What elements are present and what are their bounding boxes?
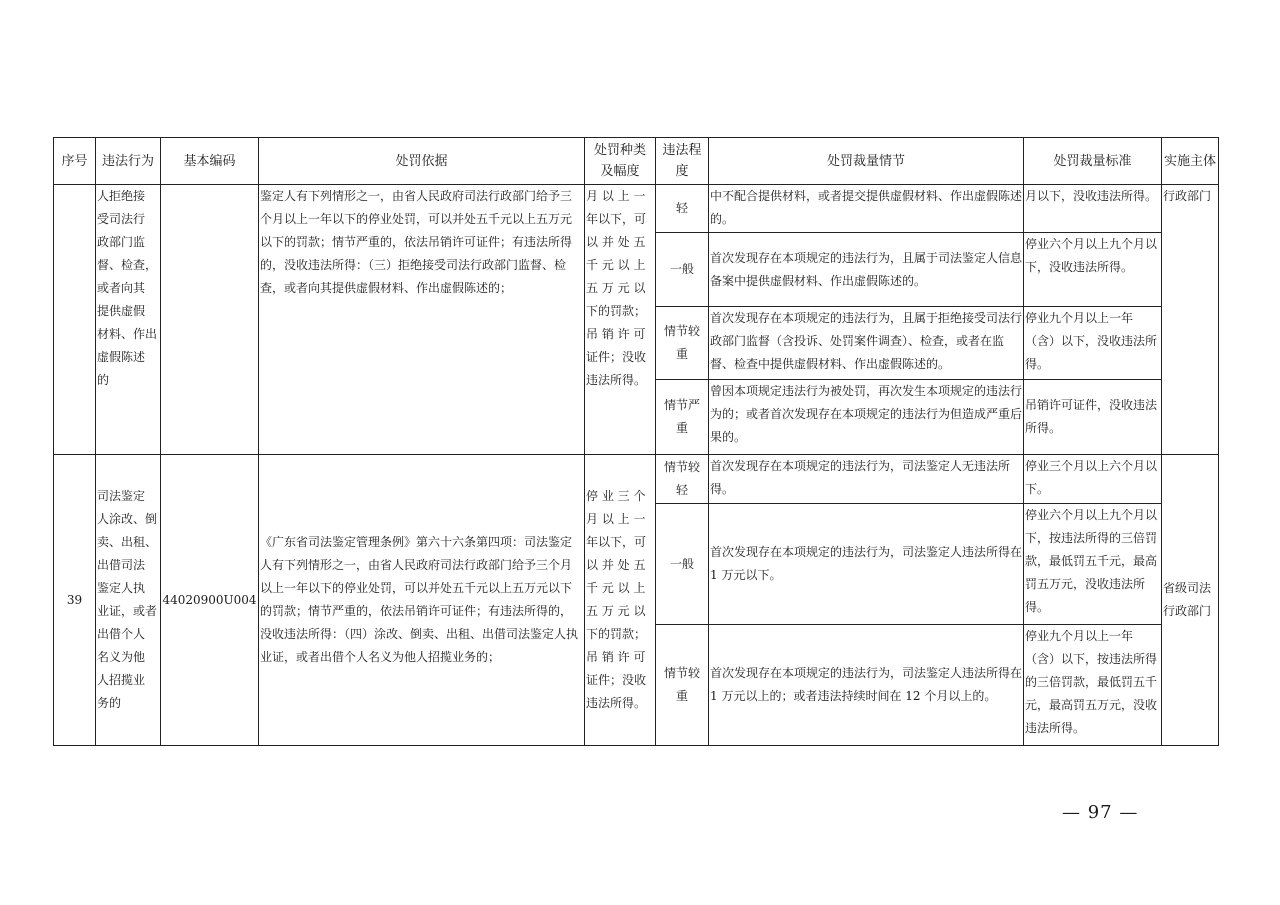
table-row xyxy=(54,185,1219,233)
row-circumstance: 曾因本项规定违法行为被处罚，再次发生本项规定的违法行为的；或者首次发现存在本项规定的违法行为但造成严重后果的。 xyxy=(709,380,1024,455)
row-standard: 吊销许可证件，没收违法所得。 xyxy=(1024,380,1162,455)
header-penalty: 处罚种类 及幅度 xyxy=(585,138,656,185)
row-circumstance: 中不配合提供材料，或者提交提供虚假材料、作出虚假陈述的。 xyxy=(709,185,1024,233)
row-degree: 轻 xyxy=(656,185,709,233)
row-code: 44020900U004 xyxy=(161,455,259,746)
header-subject: 实施主体 xyxy=(1162,138,1219,185)
penalty-table xyxy=(53,137,1219,746)
row-basis: 鉴定人有下列情形之一，由省人民政府司法行政部门给予三个月以上一年以下的停业处罚，可以并处五千元以上五万元以下的罚款；情节严重的，依法吊销许可证件；有违法所得的，没收违法所得：（三）拒绝接受司法行政部门监督、检查，或者向其提供虚假材料、作出虚假陈述的； xyxy=(259,185,585,455)
row-circumstance: 首次发现存在本项规定的违法行为，且属于拒绝接受司法行政部门监督（含投诉、处罚案件调查）、检查，或者在监督、检查中提供虚假材料、作出虚假陈述的。 xyxy=(709,307,1024,380)
row-degree: 一般 xyxy=(656,504,709,625)
row-standard: 月以下，没收违法所得。 xyxy=(1024,185,1162,233)
row-standard: 停业九个月以上一年（含）以下，没收违法所得。 xyxy=(1024,307,1162,380)
header-basis: 处罚依据 xyxy=(259,138,585,185)
row-penalty: 月 以 上 一 年以下，可 以 并 处 五 千 元 以 上 五 万 元 以 下的罚款； 吊 销 许 可 证件；没收 违法所得。 xyxy=(585,185,656,455)
row-penalty: 停 业 三 个 月 以 上 一 年以下，可 以 并 处 五 千 元 以 上 五 万 元 以 下的罚款； 吊 销 许 可 证件；没收 违法所得。 xyxy=(585,455,656,746)
table-row xyxy=(54,455,1219,504)
row-subject: 省级司法 行政部门 xyxy=(1162,455,1219,746)
row-code xyxy=(161,185,259,455)
row-no xyxy=(54,185,96,455)
row-subject: 行政部门 xyxy=(1162,185,1219,455)
row-degree: 一般 xyxy=(656,233,709,307)
header-degree: 违法程 度 xyxy=(656,138,709,185)
header-circumstance: 处罚裁量情节 xyxy=(709,138,1024,185)
page-number: — 97 — xyxy=(1062,802,1139,823)
row-circumstance: 首次发现存在本项规定的违法行为，司法鉴定人无违法所得。 xyxy=(709,455,1024,504)
row-circumstance: 首次发现存在本项规定的违法行为，且属于司法鉴定人信息备案中提供虚假材料、作出虚假陈述的。 xyxy=(709,233,1024,307)
row-circumstance: 首次发现存在本项规定的违法行为，司法鉴定人违法所得在 1 万元以上的；或者违法持续时间在 12 个月以上的。 xyxy=(709,625,1024,746)
row-basis: 《广东省司法鉴定管理条例》第六十六条第四项：司法鉴定人有下列情形之一，由省人民政府司法行政部门给予三个月以上一年以下的停业处罚，可以并处五千元以上五万元以下的罚款；情节严重的，依法吊销许可证件；有违法所得的，没收违法所得：（四）涂改、倒卖、出租、出借司法鉴定人执业证，或者出借个人名义为他人招揽业务的； xyxy=(259,455,585,746)
row-degree: 情节严 重 xyxy=(656,380,709,455)
row-no: 39 xyxy=(54,455,96,746)
row-degree: 情节较 轻 xyxy=(656,455,709,504)
header-row xyxy=(54,138,1219,185)
row-act: 人拒绝接 受司法行 政部门监 督、检查， 或者向其 提供虚假 材料、作出 虚假陈述 的 xyxy=(96,185,161,455)
row-standard: 停业六个月以上九个月以下，按违法所得的三倍罚款，最低罚五千元，最高罚五万元，没收违法所得。 xyxy=(1024,504,1162,625)
row-circumstance: 首次发现存在本项规定的违法行为，司法鉴定人违法所得在 1 万元以下。 xyxy=(709,504,1024,625)
row-act: 司法鉴定 人涂改、倒 卖、出租、 出借司法 鉴定人执 业证，或者 出借个人 名义为他 人招揽业 务的 xyxy=(96,455,161,746)
row-standard: 停业六个月以上九个月以下，没收违法所得。 xyxy=(1024,233,1162,307)
header-no: 序号 xyxy=(54,138,96,185)
row-standard: 停业九个月以上一年（含）以下，按违法所得的三倍罚款，最低罚五千元，最高罚五万元，没收违法所得。 xyxy=(1024,625,1162,746)
row-degree: 情节较 重 xyxy=(656,307,709,380)
header-code: 基本编码 xyxy=(161,138,259,185)
row-degree: 情节较 重 xyxy=(656,625,709,746)
header-act: 违法行为 xyxy=(96,138,161,185)
header-standard: 处罚裁量标准 xyxy=(1024,138,1162,185)
row-standard: 停业三个月以上六个月以下。 xyxy=(1024,455,1162,504)
